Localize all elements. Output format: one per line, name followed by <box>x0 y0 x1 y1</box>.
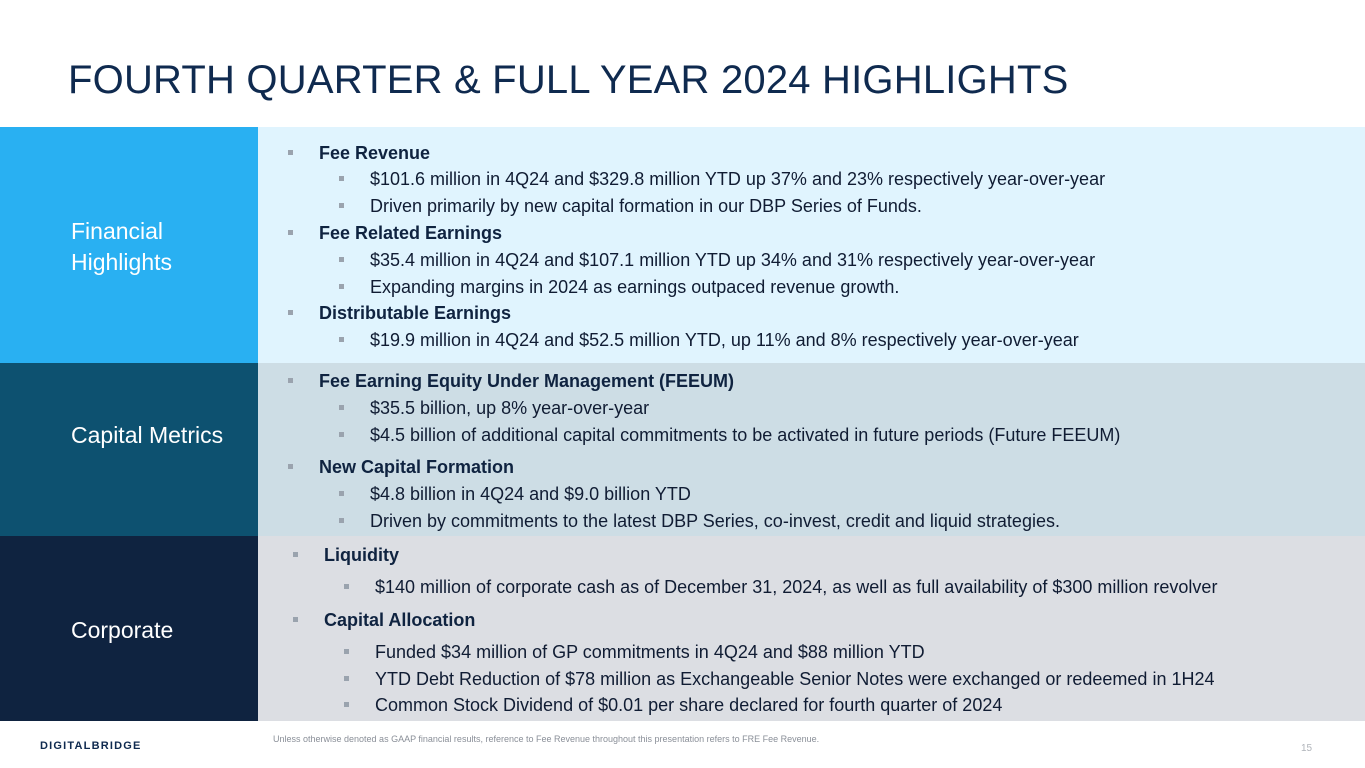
bullet-icon <box>339 491 344 496</box>
section-corporate <box>0 536 1365 721</box>
section-financial-highlights <box>0 127 1365 363</box>
page-number: 15 <box>1301 743 1313 754</box>
company-logo: DIGITALBRIDGE <box>40 740 142 752</box>
bullet-icon <box>344 584 349 589</box>
section-content <box>258 536 1365 721</box>
bullet-item: Common Stock Dividend of $0.01 per share declared for fourth quarter of 2024 <box>375 695 1002 715</box>
bullet-icon <box>339 405 344 410</box>
page-title: FOURTH QUARTER & FULL YEAR 2024 HIGHLIGHTS <box>68 58 1069 102</box>
bullet-icon <box>288 230 293 235</box>
section-label: Capital Metrics <box>0 363 258 536</box>
bullet-icon <box>339 432 344 437</box>
bullet-heading: Fee Revenue <box>319 143 430 163</box>
bullet-icon <box>339 203 344 208</box>
bullet-icon <box>288 310 293 315</box>
section-label: Financial Highlights <box>0 127 258 363</box>
bullet-icon <box>339 257 344 262</box>
bullet-icon <box>288 378 293 383</box>
bullet-icon <box>339 284 344 289</box>
bullet-icon <box>344 702 349 707</box>
bullet-icon <box>339 337 344 342</box>
bullet-item: YTD Debt Reduction of $78 million as Exchangeable Senior Notes were exchanged or redeemed in 1H24 <box>375 669 1215 689</box>
bullet-item: $140 million of corporate cash as of December 31, 2024, as well as full availability of $300 million revolver <box>375 577 1217 597</box>
bullet-icon <box>288 150 293 155</box>
bullet-icon <box>339 518 344 523</box>
bullet-icon <box>293 552 298 557</box>
section-content <box>258 127 1365 363</box>
bullet-heading: Liquidity <box>324 545 399 565</box>
bullet-icon <box>288 464 293 469</box>
bullet-heading: Capital Allocation <box>324 610 475 630</box>
bullet-item: Funded $34 million of GP commitments in 4Q24 and $88 million YTD <box>375 642 925 662</box>
bullet-heading: Distributable Earnings <box>319 303 511 323</box>
bullet-item: $19.9 million in 4Q24 and $52.5 million YTD, up 11% and 8% respectively year-over-year <box>370 330 1079 350</box>
bullet-item: Expanding margins in 2024 as earnings outpaced revenue growth. <box>370 277 899 297</box>
bullet-item: $4.8 billion in 4Q24 and $9.0 billion YTD <box>370 484 691 504</box>
bullet-heading: Fee Related Earnings <box>319 223 502 243</box>
bullet-icon <box>344 676 349 681</box>
bullet-item: $4.5 billion of additional capital commitments to be activated in future periods (Future FEEUM) <box>370 425 1120 445</box>
bullet-heading: Fee Earning Equity Under Management (FEEUM) <box>319 371 734 391</box>
bullet-item: $35.5 billion, up 8% year-over-year <box>370 398 649 418</box>
section-capital-metrics <box>0 363 1365 536</box>
bullet-icon <box>339 176 344 181</box>
bullet-icon <box>293 617 298 622</box>
bullet-heading: New Capital Formation <box>319 457 514 477</box>
bullet-item: $35.4 million in 4Q24 and $107.1 million YTD up 34% and 31% respectively year-over-year <box>370 250 1095 270</box>
bullet-item: Driven primarily by new capital formation in our DBP Series of Funds. <box>370 196 922 216</box>
bullet-item: Driven by commitments to the latest DBP Series, co-invest, credit and liquid strategies. <box>370 511 1060 531</box>
section-label: Corporate <box>0 536 258 721</box>
bullet-item: $101.6 million in 4Q24 and $329.8 million YTD up 37% and 23% respectively year-over-year <box>370 169 1105 189</box>
bullet-icon <box>344 649 349 654</box>
footnote: Unless otherwise denoted as GAAP financial results, reference to Fee Revenue throughout this presentation refers to FRE Fee Revenue. <box>273 734 820 744</box>
section-content <box>258 363 1365 536</box>
